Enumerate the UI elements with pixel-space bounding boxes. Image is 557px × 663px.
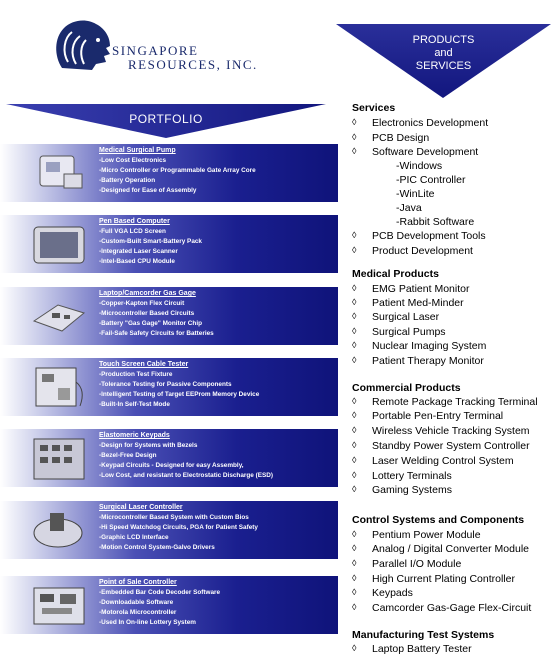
portfolio-title: Surgical Laser Controller	[99, 504, 183, 511]
list-item-label: Patient Med-Minder	[372, 297, 464, 309]
diamond-bullet-icon: ◊	[352, 311, 357, 321]
portfolio-title: Pen Based Computer	[99, 218, 170, 225]
list-item-label: Patient Therapy Monitor	[372, 355, 484, 367]
sub-item: -Rabbit Software	[396, 216, 475, 228]
portfolio-feature: -Production Test Fixture	[99, 371, 173, 378]
portfolio-title: Laptop/Camcorder Gas Gage	[99, 290, 196, 297]
portfolio-feature: -Microcontroller Based Circuits	[99, 310, 195, 317]
diamond-bullet-icon: ◊	[352, 425, 357, 435]
diamond-bullet-icon: ◊	[352, 529, 357, 539]
list-item-label: Pentium Power Module	[372, 529, 481, 541]
portfolio-item-point-of-sale-controller	[0, 576, 338, 634]
portfolio-feature: -Tolerance Testing for Passive Components	[99, 381, 232, 388]
pen-computer-image-icon	[28, 219, 90, 269]
sub-item: -Windows	[396, 160, 443, 172]
diamond-bullet-icon: ◊	[352, 340, 357, 350]
list-item-label: Gaming Systems	[372, 484, 452, 496]
portfolio-feature: -Fail-Safe Safety Circuits for Batteries	[99, 330, 214, 337]
list-item-label: PCB Development Tools	[372, 230, 486, 242]
list-item-label: Surgical Pumps	[372, 326, 446, 338]
diamond-bullet-icon: ◊	[352, 440, 357, 450]
portfolio-item-elastomeric-keypads	[0, 429, 338, 487]
portfolio-title: Point of Sale Controller	[99, 579, 177, 586]
list-item-label: Laptop Battery Tester	[372, 643, 472, 655]
portfolio-feature: -Keypad Circuits - Designed for easy Assembly,	[99, 462, 244, 469]
portfolio-feature: -Intelligent Testing of Target EEProm Memory Device	[99, 391, 260, 398]
diamond-bullet-icon: ◊	[352, 558, 357, 568]
diamond-bullet-icon: ◊	[352, 245, 357, 255]
list-item-label: EMG Patient Monitor	[372, 283, 470, 295]
portfolio-feature: -Integrated Laser Scanner	[99, 248, 178, 255]
diamond-bullet-icon: ◊	[352, 643, 357, 653]
diamond-bullet-icon: ◊	[352, 484, 357, 494]
portfolio-feature: -Copper-Kapton Flex Circuit	[99, 300, 185, 307]
diamond-bullet-icon: ◊	[352, 117, 357, 127]
section-heading-commercial: Commercial Products	[352, 382, 461, 394]
list-item-label: Electronics Development	[372, 117, 489, 129]
portfolio-feature: -Built-In Self-Test Mode	[99, 401, 170, 408]
portfolio-label: PORTFOLIO	[129, 112, 203, 126]
portfolio-item-pen-based-computer	[0, 215, 338, 273]
list-item-label: Camcorder Gas-Gage Flex-Circuit	[372, 602, 532, 614]
list-item-label: Remote Package Tracking Terminal	[372, 396, 538, 408]
list-item-label: PCB Design	[372, 132, 430, 144]
sub-item: -Java	[396, 202, 422, 214]
portfolio-title: Touch Screen Cable Tester	[99, 361, 189, 368]
portfolio-feature: -Low Cost, and resistant to Electrostatic Discharge (ESD)	[99, 472, 274, 479]
portfolio-feature: -Intel-Based CPU Module	[99, 258, 175, 265]
portfolio-feature: -Custom-Built Smart-Battery Pack	[99, 238, 202, 245]
sub-item: -PIC Controller	[396, 174, 466, 186]
diamond-bullet-icon: ◊	[352, 297, 357, 307]
list-item-label: Parallel I/O Module	[372, 558, 462, 570]
list-item-label: Lottery Terminals	[372, 470, 452, 482]
cable-tester-image-icon	[28, 362, 90, 412]
laser-controller-image-icon	[28, 505, 90, 555]
portfolio-item-medical-surgical-pump	[0, 144, 338, 202]
portfolio-item-gas-gage	[0, 287, 338, 345]
list-item-label: Product Development	[372, 245, 473, 257]
diamond-bullet-icon: ◊	[352, 355, 357, 365]
portfolio-feature: -Battery "Gas Gage" Monitor Chip	[99, 320, 202, 327]
diamond-bullet-icon: ◊	[352, 602, 357, 612]
diamond-bullet-icon: ◊	[352, 396, 357, 406]
company-name-line1: SINGAPORE	[112, 43, 199, 58]
portfolio-feature: -Used In On-line Lottery System	[99, 619, 196, 626]
list-item-label: Nuclear Imaging System	[372, 340, 487, 352]
ps-line-3: SERVICES	[415, 60, 472, 72]
portfolio-feature: -Hi Speed Watchdog Circuits, PGA for Patient Safety	[99, 524, 258, 531]
portfolio-feature: -Low Cost Electronics	[99, 157, 167, 164]
portfolio-feature: -Graphic LCD Interface	[99, 534, 169, 541]
portfolio-feature: -Downloadable Software	[99, 599, 174, 606]
diamond-bullet-icon: ◊	[352, 326, 357, 336]
portfolio-item-surgical-laser-controller	[0, 501, 338, 559]
list-item-label: Analog / Digital Converter Module	[372, 543, 529, 555]
portfolio-feature: -Embedded Bar Code Decoder Software	[99, 589, 221, 596]
diamond-bullet-icon: ◊	[352, 470, 357, 480]
ps-line-1: PRODUCTS	[412, 34, 475, 46]
section-heading-medical: Medical Products	[352, 268, 439, 280]
company-name	[112, 44, 258, 72]
section-heading-manufacturing: Manufacturing Test Systems	[352, 629, 495, 641]
diamond-bullet-icon: ◊	[352, 230, 357, 240]
portfolio-title: Elastomeric Keypads	[99, 432, 170, 439]
circuit-board-image-icon	[28, 580, 90, 630]
products-services-label	[336, 34, 551, 73]
section-heading-control: Control Systems and Components	[352, 514, 525, 526]
diamond-bullet-icon: ◊	[352, 543, 357, 553]
list-item-label: Laser Welding Control System	[372, 455, 514, 467]
portfolio-feature: -Microcontroller Based System with Custom Bios	[99, 514, 249, 521]
diamond-bullet-icon: ◊	[352, 146, 357, 156]
portfolio-feature: -Motorola Microcontroller	[99, 609, 177, 616]
flex-circuit-image-icon	[28, 291, 90, 341]
list-item-label: Software Development	[372, 146, 479, 158]
sub-item: -WinLite	[396, 188, 435, 200]
company-name-line2: RESOURCES, INC.	[128, 57, 258, 72]
portfolio-feature: -Bezel-Free Design	[99, 452, 157, 459]
portfolio-feature: -Battery Operation	[99, 177, 156, 184]
surgical-pump-image-icon	[28, 148, 90, 198]
list-item-label: Standby Power System Controller	[372, 440, 530, 452]
diamond-bullet-icon: ◊	[352, 455, 357, 465]
list-item-label: Keypads	[372, 587, 413, 599]
portfolio-feature: -Micro Controller or Programmable Gate Array Core	[99, 167, 256, 174]
list-item-label: Portable Pen-Entry Terminal	[372, 410, 504, 422]
diamond-bullet-icon: ◊	[352, 410, 357, 420]
keypad-image-icon	[28, 433, 90, 483]
portfolio-feature: -Design for Systems with Bezels	[99, 442, 198, 449]
list-item-label: Surgical Laser	[372, 311, 440, 323]
portfolio-title: Medical Surgical Pump	[99, 147, 176, 154]
list-item-label: High Current Plating Controller	[372, 573, 515, 585]
list-item-label: Wireless Vehicle Tracking System	[372, 425, 530, 437]
portfolio-feature: -Designed for Ease of Assembly	[99, 187, 197, 194]
diamond-bullet-icon: ◊	[352, 587, 357, 597]
diamond-bullet-icon: ◊	[352, 573, 357, 583]
ps-line-2: and	[434, 47, 453, 59]
section-heading-services: Services	[352, 102, 396, 114]
portfolio-feature: -Full VGA LCD Screen	[99, 228, 166, 235]
diamond-bullet-icon: ◊	[352, 283, 357, 293]
portfolio-feature: -Motion Control System-Galvo Drivers	[99, 544, 215, 551]
diamond-bullet-icon: ◊	[352, 132, 357, 142]
portfolio-item-touch-screen-cable-tester	[0, 358, 338, 416]
